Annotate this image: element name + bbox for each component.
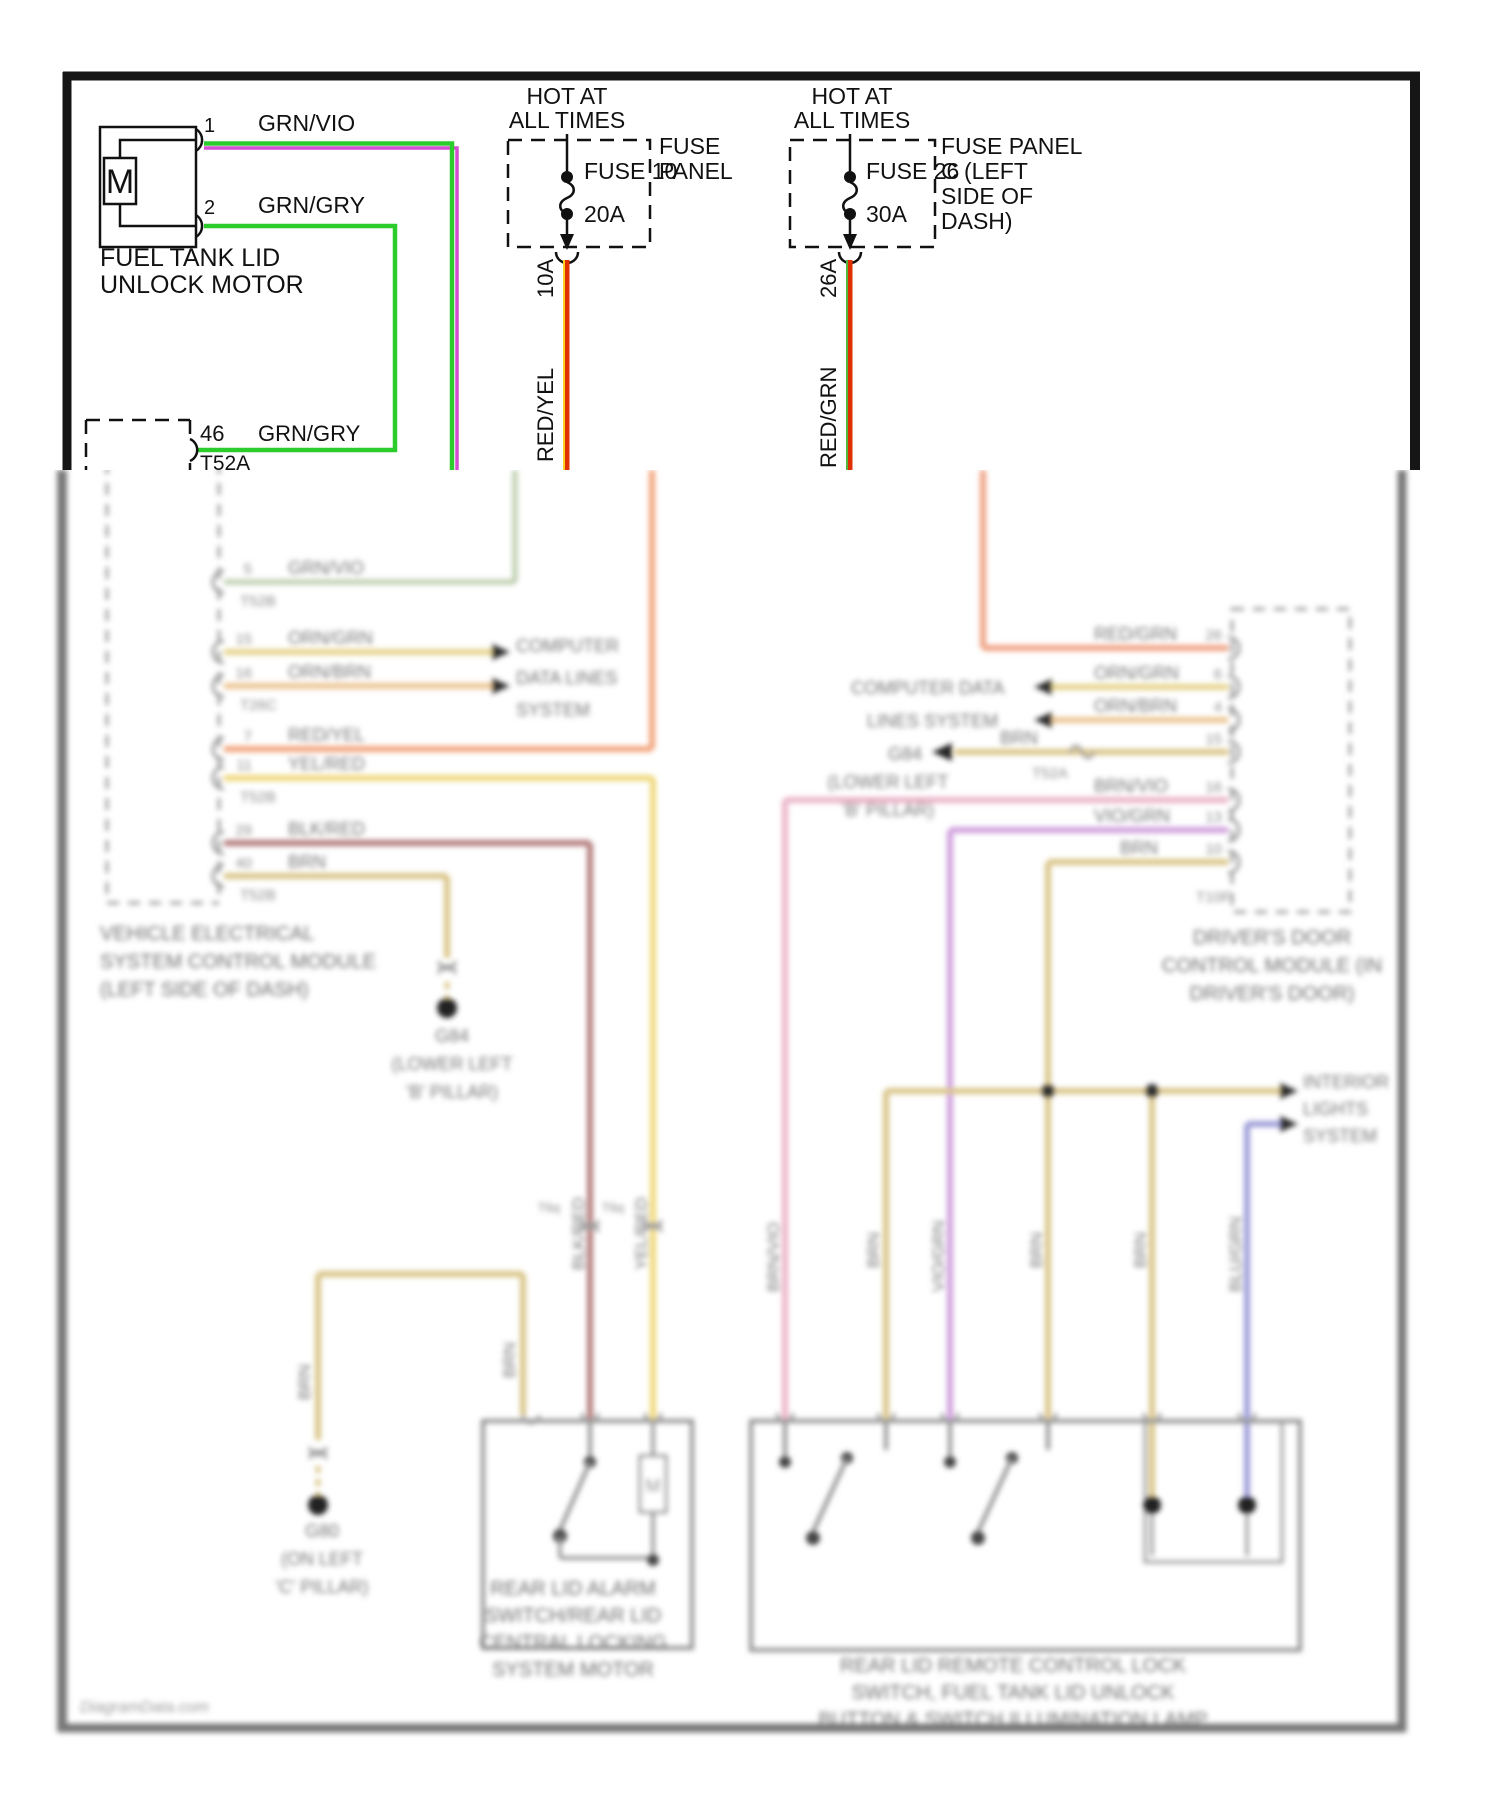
computer-data-right-1: COMPUTER DATA xyxy=(851,678,1005,698)
switch-blade-1 xyxy=(813,1458,847,1532)
g84-left-3: 'B' PILLAR) xyxy=(406,1082,498,1102)
fuse10-hot-2: ALL TIMES xyxy=(508,107,626,133)
fuse26-panel-name-1: FUSE PANEL xyxy=(941,133,1083,159)
t6q-label-1: T6q xyxy=(537,1200,560,1215)
rm-wire-4: BRN/VIO xyxy=(1094,776,1169,796)
fuse10-pin-label: 10A xyxy=(533,258,558,298)
switch-blade-2 xyxy=(978,1458,1012,1532)
lm-conn-0: T52B xyxy=(240,593,276,610)
rm-wire-2: ORN/BRN xyxy=(1094,696,1178,716)
lm-pin-1: 15 xyxy=(235,631,252,648)
rm-wire-5: VIO/GRN xyxy=(1094,806,1171,826)
interior-lights-2: LIGHTS xyxy=(1303,1099,1369,1119)
fuse10-hot-1: HOT AT xyxy=(526,83,608,109)
illumination-lamp-box xyxy=(1145,1422,1282,1562)
lm-wire-1: ORN/GRN xyxy=(288,628,373,648)
lm-wire-6: BRN xyxy=(288,852,327,872)
lm-pin-5: 29 xyxy=(235,822,252,839)
arrow-computer-data-r2 xyxy=(1034,712,1052,728)
sharp-zone-background xyxy=(0,0,1500,470)
motor-name-1: FUEL TANK LID xyxy=(100,244,281,272)
switch-blade-left-box xyxy=(560,1462,590,1530)
wire-label-red-yel: RED/YEL xyxy=(533,367,558,462)
wire-label-grn-vio: GRN/VIO xyxy=(258,110,356,136)
right-module-label-1: DRIVER'S DOOR xyxy=(1192,927,1352,949)
arrow-interior-lights-2 xyxy=(1280,1116,1298,1132)
vlabel-brn-886: BRN xyxy=(864,1232,883,1268)
rm-pin-4: 16 xyxy=(1205,779,1222,796)
vlabel-brn-loop-l: BRN xyxy=(295,1364,314,1400)
rm-pin-1: 6 xyxy=(1213,666,1222,683)
wire-grn-vio-blur xyxy=(224,470,515,582)
vlabel-brn-vio: BRN/VIO xyxy=(764,1222,783,1292)
arrow-interior-lights-1 xyxy=(1280,1083,1298,1099)
left-box-label-4: SYSTEM MOTOR xyxy=(492,1659,654,1681)
lamp-terminal-2 xyxy=(1238,1496,1256,1514)
left-module-label-2: SYSTEM CONTROL MODULE xyxy=(100,951,376,973)
fuse26-panel-name-3: SIDE OF xyxy=(941,183,1034,209)
rm-wire-1: ORN/GRN xyxy=(1094,663,1179,683)
watermark: DiagramData.com xyxy=(80,1699,209,1716)
lm-wire-5: BLK/RED xyxy=(288,819,366,839)
g80-1: G80 xyxy=(304,1521,340,1541)
arrow-ground-g84-right xyxy=(932,743,952,761)
lm-pin-4: 11 xyxy=(236,757,252,774)
g80-2: (ON LEFT xyxy=(280,1549,364,1569)
arrow-computer-data-2 xyxy=(492,678,510,694)
vlabel-brn-loop-r: BRN xyxy=(500,1342,519,1378)
fuse26-panel-name-4: DASH) xyxy=(941,208,1013,234)
fuse26-label: FUSE 26 xyxy=(866,158,960,184)
motor-symbol: M xyxy=(105,163,135,201)
wire-label-red-grn: RED/GRN xyxy=(816,366,841,468)
g84-left-2: (LOWER LEFT xyxy=(391,1054,513,1074)
interior-lights-3: SYSTEM xyxy=(1303,1126,1378,1146)
fuse10-amps: 20A xyxy=(584,201,625,227)
rm-wire-3: BRN xyxy=(1000,728,1039,748)
motor-pin-2: 2 xyxy=(204,197,216,219)
vlabel-yel-red: YEL/RED xyxy=(632,1197,651,1270)
rm-splice-conn: T52A xyxy=(1032,765,1068,782)
fuse10-panel-name-1: FUSE xyxy=(659,133,721,159)
splice-dot-1 xyxy=(1041,1084,1055,1098)
fuse26-hot-1: HOT AT xyxy=(811,83,893,109)
drivers-door-module-box xyxy=(1232,609,1350,912)
computer-data-right-2: LINES SYSTEM xyxy=(867,711,999,731)
wire-red-grn-blur xyxy=(983,470,1228,648)
wire-brn-loop xyxy=(318,1274,523,1440)
g84-right-2: (LOWER LEFT xyxy=(827,772,949,792)
rm-pin-2: 4 xyxy=(1213,699,1222,716)
g84-right-1: G84 xyxy=(887,744,922,764)
right-module-label-2: CONTROL MODULE (IN xyxy=(1161,955,1383,977)
g84-left-1: G84 xyxy=(434,1026,470,1046)
fuse10-label: FUSE 10 xyxy=(584,158,678,184)
lm-wire-3: RED/YEL xyxy=(288,725,366,745)
left-box-label-3: CENTRAL LOCKING xyxy=(478,1632,668,1654)
vehicle-electrical-module-box xyxy=(107,462,219,903)
rear-lid-remote-switch-box xyxy=(751,1421,1300,1650)
pin46-number: 46 xyxy=(200,421,225,446)
right-box-label-3: BUTTON & SWITCH ILLUMINATION LAMP xyxy=(818,1709,1208,1731)
interior-lights-1: INTERIOR xyxy=(1303,1072,1390,1092)
lm-pin-6: 40 xyxy=(235,855,252,872)
pin46-conn-t52a: T52A xyxy=(200,452,251,475)
computer-data-left-2: DATA LINES xyxy=(516,668,618,688)
rm-pin-6: 10 xyxy=(1205,841,1222,858)
ground-g84-left-symbol xyxy=(437,998,457,1018)
computer-data-left-1: COMPUTER xyxy=(516,636,619,656)
rm-wire-6: BRN xyxy=(1120,838,1159,858)
g84-right-3: 'B' PILLAR) xyxy=(842,800,934,820)
computer-data-left-3: SYSTEM xyxy=(516,700,591,720)
lm-wire-4: YEL/RED xyxy=(288,754,366,774)
arrow-computer-data-1 xyxy=(492,644,510,660)
right-box-label-1: REAR LID REMOTE CONTROL LOCK xyxy=(840,1655,1186,1677)
wire-brn-vio xyxy=(785,800,1228,1421)
vlabel-brn-1152: BRN xyxy=(1131,1232,1150,1268)
wire-label-grn-gry: GRN/GRY xyxy=(258,192,365,218)
left-module-label-3: (LEFT SIDE OF DASH) xyxy=(100,979,309,1001)
pin46-wire: GRN/GRY xyxy=(258,421,361,446)
rm-wire-0: RED/GRN xyxy=(1094,624,1178,644)
lamp-terminal-1 xyxy=(1143,1496,1161,1514)
rm-pin-3: 15 xyxy=(1205,731,1222,748)
fuse10-panel-name-2: PANEL xyxy=(659,158,733,184)
wire-vio-grn xyxy=(950,830,1228,1421)
lm-pin-3: 7 xyxy=(243,728,252,745)
vlabel-brn-1048: BRN xyxy=(1027,1232,1046,1268)
rm-conn-t10f: T10F xyxy=(1196,889,1232,906)
t6q-label-2: T6q xyxy=(601,1200,624,1215)
left-module-label-1: VEHICLE ELECTRICAL xyxy=(100,923,315,945)
fuse26-hot-2: ALL TIMES xyxy=(793,107,911,133)
motor-pin-1: 1 xyxy=(204,115,216,137)
rm-pin-0: 26 xyxy=(1205,627,1222,644)
fuse26-panel-name-2: C (LEFT xyxy=(941,158,1028,184)
blurred-section xyxy=(58,462,1406,1732)
g80-3: 'C' PILLAR) xyxy=(275,1577,369,1597)
lm-conn-4: T52B xyxy=(240,789,276,806)
lm-pin-2: 16 xyxy=(235,665,252,682)
vlabel-blk-red: BLK/RED xyxy=(569,1197,588,1270)
rm-pin-5: 13 xyxy=(1205,809,1222,826)
arrow-computer-data-r1 xyxy=(1034,679,1052,695)
fuse26-pin-label: 26A xyxy=(816,258,841,298)
vlabel-vio-grn: VIO/GRN xyxy=(929,1220,948,1292)
fuse26-amps: 30A xyxy=(866,201,907,227)
lm-conn-6: T52B xyxy=(240,887,276,904)
left-box-label-2: SWITCH/REAR LID xyxy=(484,1605,662,1627)
motor-symbol-m: M xyxy=(645,1476,661,1496)
splice-dot-2 xyxy=(1145,1084,1159,1098)
lm-wire-0: GRN/VIO xyxy=(288,558,365,578)
lm-conn-2: T26C xyxy=(240,697,277,714)
left-box-label-1: REAR LID ALARM xyxy=(490,1578,656,1600)
right-box-label-2: SWITCH, FUEL TANK LID UNLOCK xyxy=(851,1682,1175,1704)
vlabel-blu-grn: BLU/GRN xyxy=(1226,1216,1245,1292)
wire-blu-grn xyxy=(1247,1124,1280,1496)
right-module-label-3: DRIVER'S DOOR) xyxy=(1189,983,1355,1005)
lm-pin-0: 5 xyxy=(243,561,252,578)
wire-brn-splice-row xyxy=(886,1091,1280,1496)
lm-wire-2: ORN/BRN xyxy=(288,662,372,682)
ground-g80-symbol xyxy=(308,1495,328,1515)
motor-name-2: UNLOCK MOTOR xyxy=(100,271,304,299)
